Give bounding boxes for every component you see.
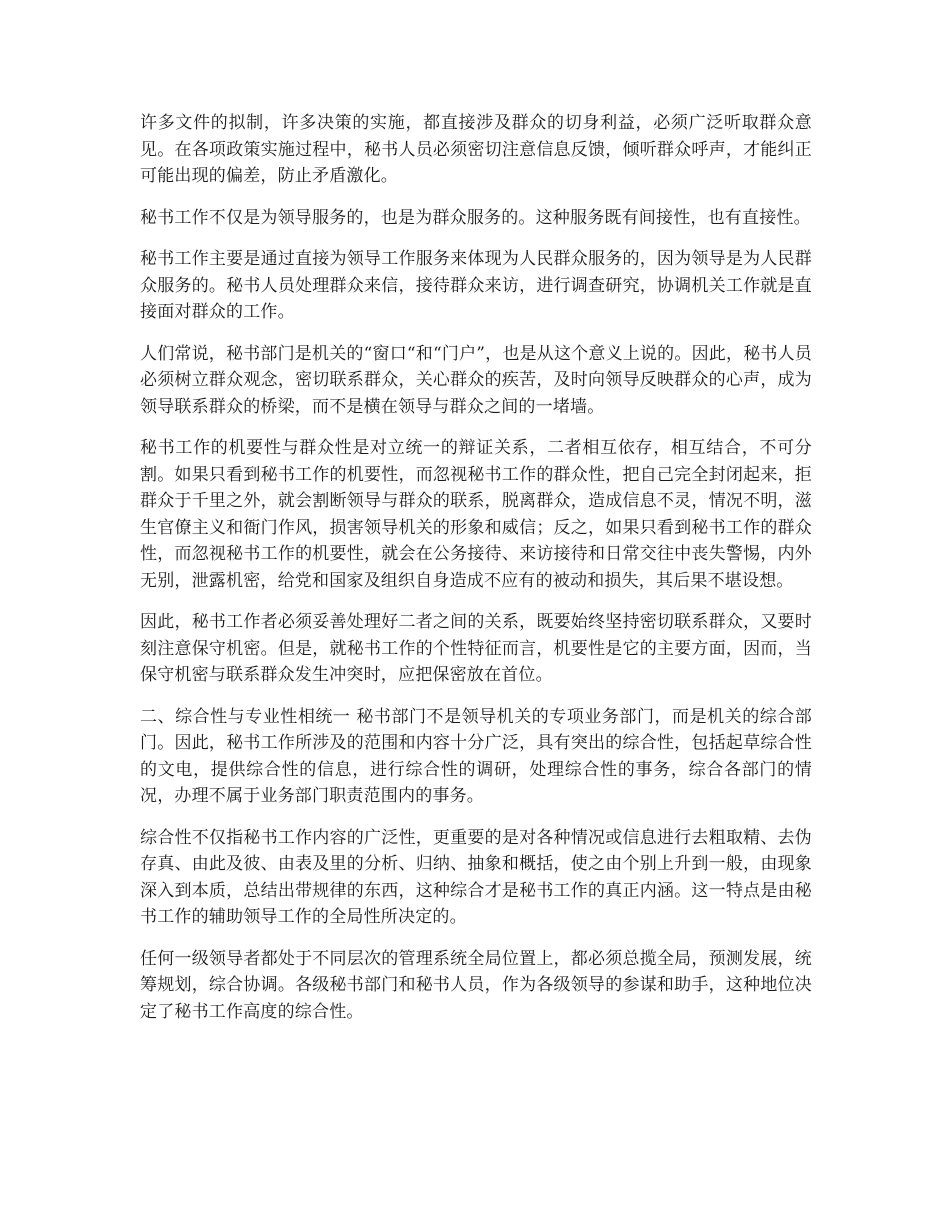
paragraph-6: 因此，秘书工作者必须妥善处理好二者之间的关系，既要始终坚持密切联系群众，又要时刻注意保守机密。但是，就秘书工作的个性特征而言，机要性是它的主要方面，因而，当保守机密与联系群众发生冲突时，应把保密放在首位。	[140, 612, 812, 685]
paragraph-1: 许多文件的拟制，许多决策的实施，都直接涉及群众的切身利益，必须广泛听取群众意见。在各项政策实施过程中，秘书人员必须密切注意信息反馈，倾听群众呼声，才能纠正可能出现的偏差，防止矛盾激化。	[140, 113, 812, 186]
paragraph-5: 秘书工作的机要性与群众性是对立统一的辩证关系，二者相互依存，相互结合，不可分割。如果只看到秘书工作的机要性，而忽视秘书工作的群众性，把自己完全封闭起来，拒群众于千里之外，就会割断领导与群众的联系，脱离群众，造成信息不灵，情况不明，滋生官僚主义和衙门作风，损害领导机关的形象和威信；反之，如果只看到秘书工作的群众性，而忽视秘书工作的机要性，就会在公务接待、来访接待和日常交往中丧失警惕，内外无别，泄露机密，给党和国家及组织自身造成不应有的被动和损失，其后果不堪设想。	[140, 438, 812, 591]
paragraph-4: 人们常说，秘书部门是机关的“窗口“和“门户”，也是从这个意义上说的。因此，秘书人员必须树立群众观念，密切联系群众，关心群众的疾苦，及时向领导反映群众的心声，成为领导联系群众的桥梁，而不是横在领导与群众之间的一堵墙。	[140, 343, 812, 417]
paragraph-2: 秘书工作不仅是为领导服务的，也是为群众服务的。这种服务既有间接性，也有直接性。	[140, 207, 811, 228]
paragraph-3: 秘书工作主要是通过直接为领导工作服务来体现为人民群众服务的，因为领导是为人民群众服务的。秘书人员处理群众来信，接待群众来访，进行调查研究，协调机关工作就是直接面对群众的工作。	[140, 249, 812, 322]
paragraph-7: 二、综合性与专业性相统一 秘书部门不是领导机关的专项业务部门，而是机关的综合部门。因此，秘书工作所涉及的范围和内容十分广泛，具有突出的综合性，包括起草综合性的文电，提供综合性的信息，进行综合性的调研，处理综合性的事务，综合各部门的情况，办理不属于业务部门职责范围内的事务。	[140, 706, 812, 806]
document-page	[140, 110, 812, 1040]
paragraph-9: 任何一级领导者都处于不同层次的管理系统全局位置上，都必须总揽全局，预测发展，统筹规划，综合协调。各级秘书部门和秘书人员，作为各级领导的参谋和助手，这种地位决定了秘书工作高度的综合性。	[140, 948, 812, 1022]
paragraph-8: 综合性不仅指秘书工作内容的广泛性，更重要的是对各种情况或信息进行去粗取精、去伪存真、由此及彼、由表及里的分析、归纳、抽象和概括，使之由个别上升到一般，由现象深入到本质，总结出带规律的东西，这种综合才是秘书工作的真正内涵。这一特点是由秘书工作的辅助领导工作的全局性所决定的。	[140, 827, 812, 927]
